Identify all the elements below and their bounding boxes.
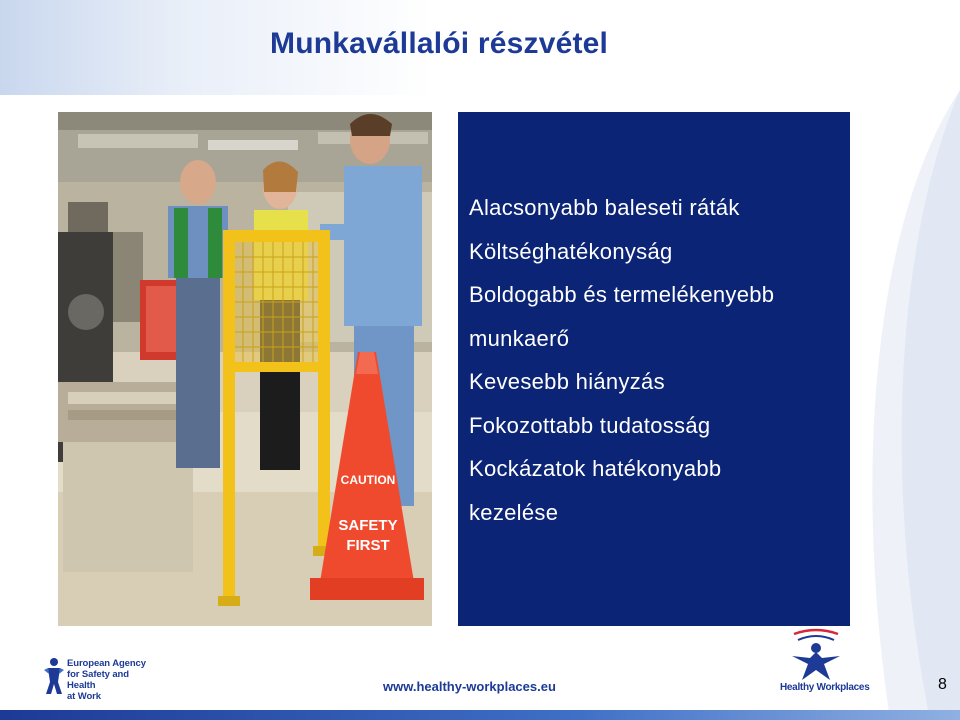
cone-safety-label: SAFETY xyxy=(338,517,398,534)
list-item: Boldogabb és termelékenyebb xyxy=(469,282,775,307)
list-item: kezelése xyxy=(469,499,559,525)
website-link[interactable]: www.healthy-workplaces.eu xyxy=(383,679,556,694)
agency-line-3: at Work xyxy=(67,691,101,702)
agency-line-2: for Safety and Health xyxy=(67,669,129,691)
list-item: Kockázatok hatékonyabb xyxy=(469,456,722,481)
list-item: munkaerő xyxy=(469,325,570,351)
eu-osha-logo xyxy=(44,656,156,702)
healthy-workplaces-logo xyxy=(776,626,870,696)
list-item: Költséghatékonyság xyxy=(469,238,673,264)
slide-title: Munkavállalói részvétel xyxy=(270,27,609,60)
benefits-panel xyxy=(458,112,850,626)
agency-name xyxy=(67,658,156,702)
workplace-photo xyxy=(58,112,432,626)
page-number: 8 xyxy=(938,676,947,693)
bottom-bar xyxy=(0,710,960,720)
agency-figure-icon xyxy=(44,656,66,696)
list-item: Fokozottabb tudatosság xyxy=(469,412,711,438)
campaign-name: Healthy Workplaces xyxy=(780,682,870,693)
agency-line-1: European Agency xyxy=(67,658,146,669)
star-figure-icon xyxy=(776,626,860,682)
cone-first-label: FIRST xyxy=(346,537,390,554)
benefits-list xyxy=(469,186,774,534)
list-item: Kevesebb hiányzás xyxy=(469,369,665,394)
cone-caution-label: CAUTION xyxy=(340,473,396,487)
list-item: Alacsonyabb baleseti ráták xyxy=(469,195,740,220)
